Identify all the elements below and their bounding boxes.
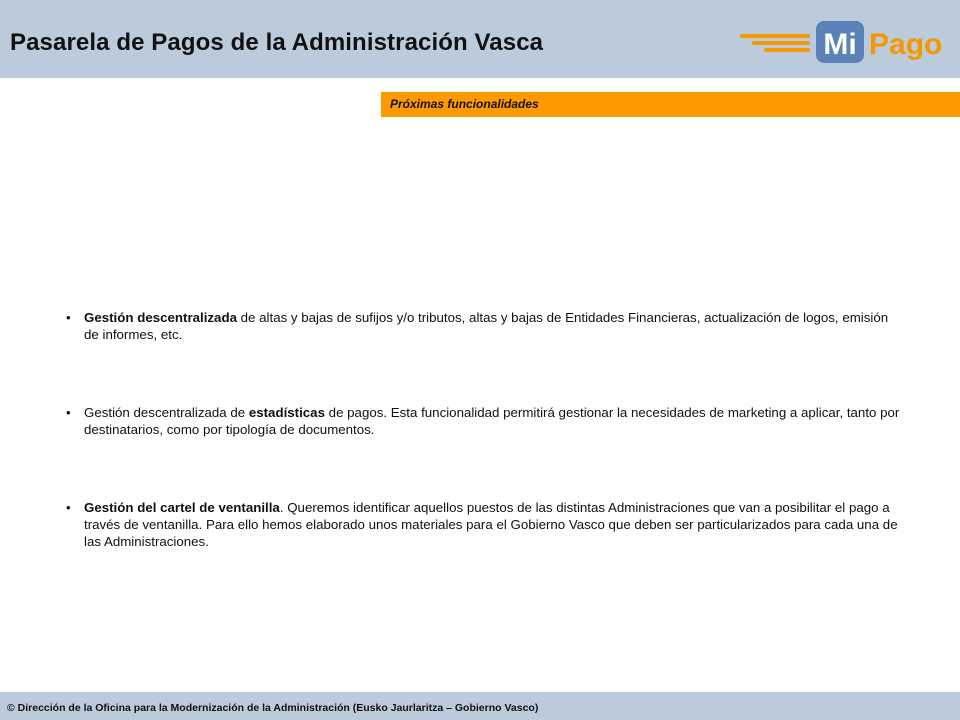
page-title: Pasarela de Pagos de la Administración Vasca (10, 29, 544, 56)
footer-copyright: © Dirección de la Oficina para la Modernización de la Administración (Eusko Jaurlaritza – Gobierno Vasco) (7, 702, 539, 714)
bullet-bold-lead: Gestión descentralizada (84, 310, 237, 325)
bullet-text (84, 499, 906, 550)
bullet-item-cartel-ventanilla (66, 499, 906, 550)
logo-word-pago: Pago (869, 28, 943, 61)
bullet-rest: de altas y bajas de sufijos y/o tributos, altas y bajas de Entidades Financieras, actualización de logos, emisión de informes, etc. (84, 310, 889, 342)
bullet-dot-icon: • (66, 500, 71, 515)
header-bar (0, 0, 960, 78)
logo-word-mi: Mi (823, 28, 857, 61)
footer-bar (0, 692, 960, 720)
bullet-bold-mid: estadísticas (248, 405, 325, 420)
mipago-logo (738, 14, 948, 70)
section-header-bar (381, 92, 960, 117)
bullet-item-estadisticas (66, 404, 906, 438)
section-title: Próximas funcionalidades (390, 97, 539, 111)
bullet-text (84, 404, 906, 438)
bullet-dot-icon: • (66, 310, 71, 325)
bullet-rest: . Queremos identificar aquellos puestos de las distintas Administraciones que van a posibilitar el pago a través de ventanilla. Para ello hemos elaborado unos materiales para el Gobierno Vasco que deben ser particularizados para cada una de las Administraciones. (84, 500, 898, 549)
bullet-dot-icon: • (66, 405, 71, 420)
bullet-lead: Gestión descentralizada de (84, 405, 249, 420)
bullet-rest: de pagos. Esta funcionalidad permitirá gestionar la necesidades de marketing a aplicar, tanto por destinatarios, como por tipología de documentos. (84, 405, 900, 437)
bullet-text (84, 309, 906, 343)
speed-lines-icon (740, 34, 810, 52)
bullet-item-gestion-descentralizada (66, 309, 906, 343)
bullet-bold-lead: Gestión del cartel de ventanilla (84, 500, 280, 515)
